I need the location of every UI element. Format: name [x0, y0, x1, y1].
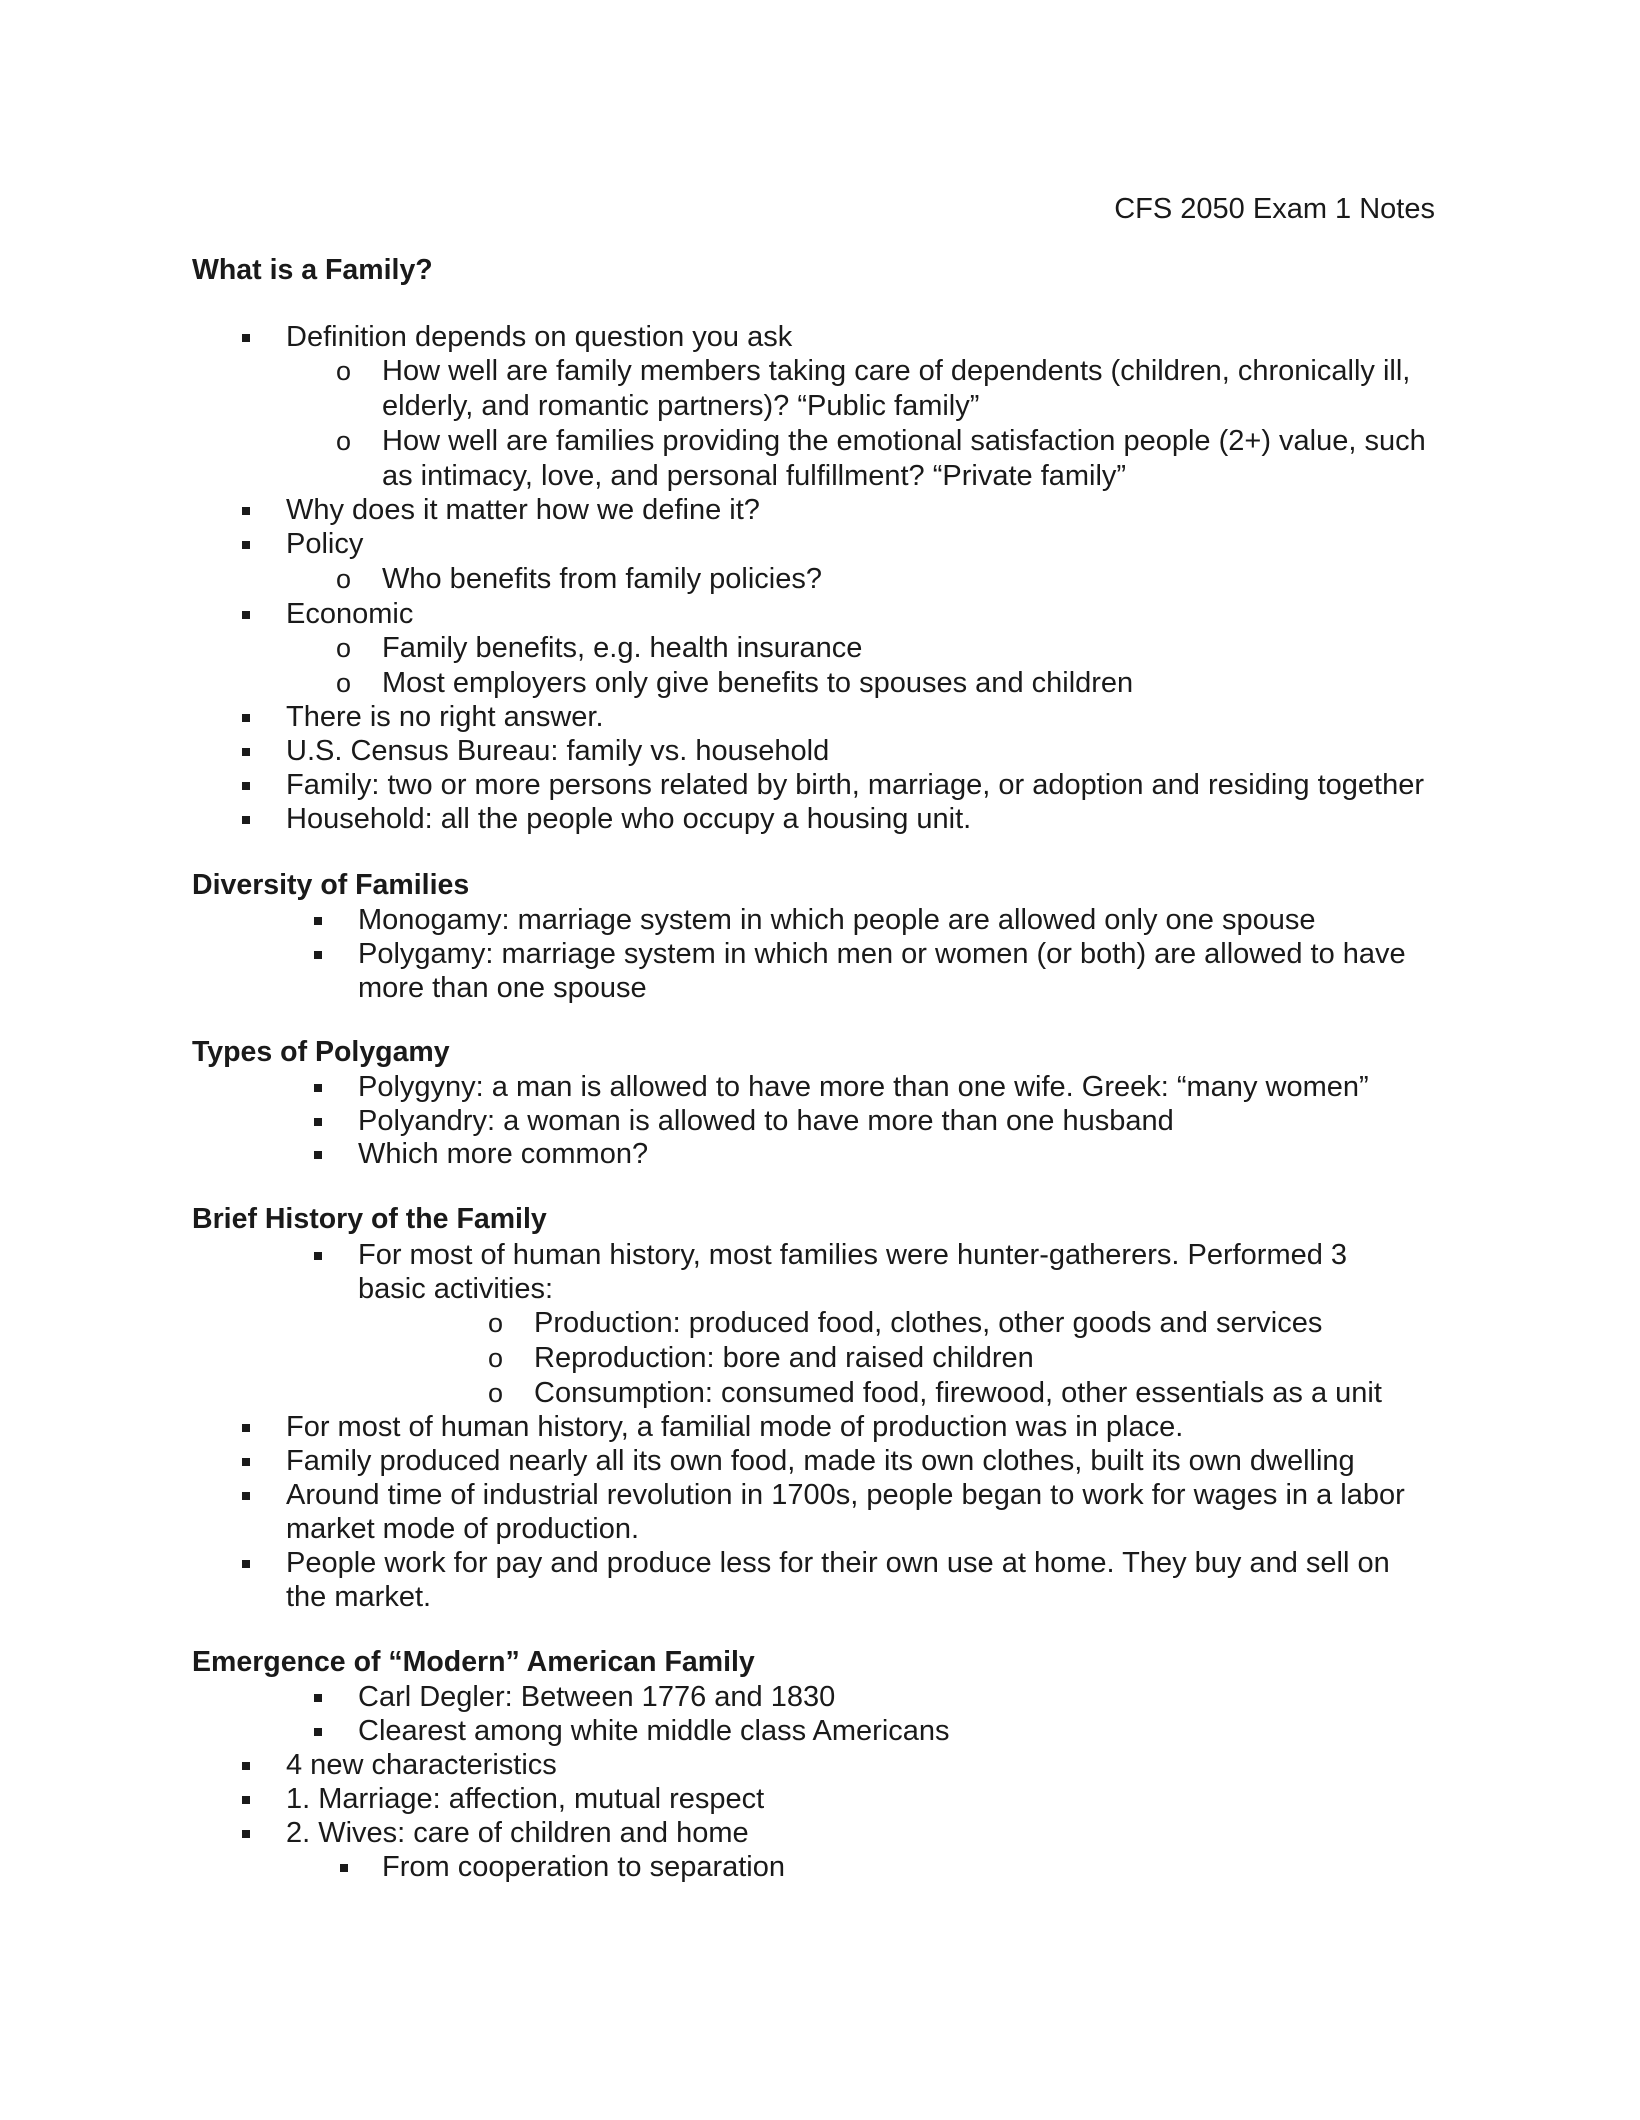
list-item: Family: two or more persons related by birth, marriage, or adoption and residing together	[286, 769, 1425, 801]
square-bullet-icon	[242, 1424, 250, 1432]
square-bullet-icon	[242, 611, 250, 619]
list-item-continuation: elderly, and romantic partners)? “Public family”	[382, 390, 980, 422]
circle-bullet-icon: o	[336, 668, 352, 698]
document-title: CFS 2050 Exam 1 Notes	[1114, 193, 1435, 225]
square-bullet-icon	[242, 541, 250, 549]
square-bullet-icon	[242, 1560, 250, 1568]
list-item: Monogamy: marriage system in which people are allowed only one spouse	[358, 904, 1316, 936]
square-bullet-icon	[340, 1864, 348, 1872]
square-bullet-icon	[242, 1492, 250, 1500]
list-item: Polyandry: a woman is allowed to have more than one husband	[358, 1105, 1174, 1137]
square-bullet-icon	[314, 1151, 322, 1159]
square-bullet-icon	[314, 1084, 322, 1092]
section-heading-brief-history: Brief History of the Family	[192, 1203, 547, 1235]
list-item: Around time of industrial revolution in 1700s, people began to work for wages in a labor	[286, 1479, 1405, 1511]
list-item: Household: all the people who occupy a housing unit.	[286, 803, 972, 835]
list-item: 1. Marriage: affection, mutual respect	[286, 1783, 765, 1815]
list-item: There is no right answer.	[286, 701, 604, 733]
list-item: Polygamy: marriage system in which men or women (or both) are allowed to have	[358, 938, 1406, 970]
list-item: Consumption: consumed food, firewood, other essentials as a unit	[534, 1377, 1382, 1409]
list-item: Family benefits, e.g. health insurance	[382, 632, 863, 664]
list-item-continuation: as intimacy, love, and personal fulfillment? “Private family”	[382, 460, 1127, 492]
list-item: Economic	[286, 598, 414, 630]
list-item: Which more common?	[358, 1138, 649, 1170]
list-item: Most employers only give benefits to spouses and children	[382, 667, 1134, 699]
list-item-continuation: more than one spouse	[358, 972, 647, 1004]
square-bullet-icon	[242, 816, 250, 824]
square-bullet-icon	[242, 714, 250, 722]
square-bullet-icon	[242, 782, 250, 790]
circle-bullet-icon: o	[336, 564, 352, 594]
list-item: From cooperation to separation	[382, 1851, 785, 1883]
circle-bullet-icon: o	[488, 1308, 504, 1338]
square-bullet-icon	[314, 951, 322, 959]
square-bullet-icon	[314, 1728, 322, 1736]
list-item: Polygyny: a man is allowed to have more than one wife. Greek: “many women”	[358, 1071, 1369, 1103]
list-item: Clearest among white middle class Americans	[358, 1715, 950, 1747]
circle-bullet-icon: o	[336, 356, 352, 386]
list-item: How well are families providing the emotional satisfaction people (2+) value, such	[382, 425, 1426, 457]
list-item: How well are family members taking care of dependents (children, chronically ill,	[382, 355, 1411, 387]
list-item: 2. Wives: care of children and home	[286, 1817, 749, 1849]
square-bullet-icon	[242, 507, 250, 515]
list-item: Definition depends on question you ask	[286, 321, 793, 353]
square-bullet-icon	[242, 1830, 250, 1838]
square-bullet-icon	[314, 1252, 322, 1260]
list-item: 4 new characteristics	[286, 1749, 557, 1781]
list-item: For most of human history, most families were hunter-gatherers. Performed 3	[358, 1239, 1348, 1271]
circle-bullet-icon: o	[488, 1343, 504, 1373]
section-heading-modern-family: Emergence of “Modern” American Family	[192, 1646, 755, 1678]
square-bullet-icon	[242, 334, 250, 342]
list-item: U.S. Census Bureau: family vs. household	[286, 735, 830, 767]
circle-bullet-icon: o	[336, 633, 352, 663]
square-bullet-icon	[242, 1762, 250, 1770]
section-heading-polygamy-types: Types of Polygamy	[192, 1036, 450, 1068]
list-item-continuation: basic activities:	[358, 1273, 554, 1305]
list-item: Production: produced food, clothes, other goods and services	[534, 1307, 1323, 1339]
list-item-continuation: market mode of production.	[286, 1513, 640, 1545]
list-item: Family produced nearly all its own food, made its own clothes, built its own dwelling	[286, 1445, 1355, 1477]
square-bullet-icon	[242, 1796, 250, 1804]
square-bullet-icon	[242, 748, 250, 756]
list-item: Carl Degler: Between 1776 and 1830	[358, 1681, 836, 1713]
circle-bullet-icon: o	[488, 1378, 504, 1408]
square-bullet-icon	[242, 1458, 250, 1466]
section-heading-what-is-family: What is a Family?	[192, 254, 433, 286]
list-item: People work for pay and produce less for their own use at home. They buy and sell on	[286, 1547, 1390, 1579]
list-item: For most of human history, a familial mode of production was in place.	[286, 1411, 1184, 1443]
list-item: Who benefits from family policies?	[382, 563, 822, 595]
square-bullet-icon	[314, 1694, 322, 1702]
square-bullet-icon	[314, 917, 322, 925]
list-item: Reproduction: bore and raised children	[534, 1342, 1034, 1374]
section-heading-diversity: Diversity of Families	[192, 869, 470, 901]
circle-bullet-icon: o	[336, 426, 352, 456]
list-item-continuation: the market.	[286, 1581, 432, 1613]
square-bullet-icon	[314, 1118, 322, 1126]
list-item: Policy	[286, 528, 364, 560]
list-item: Why does it matter how we define it?	[286, 494, 760, 526]
